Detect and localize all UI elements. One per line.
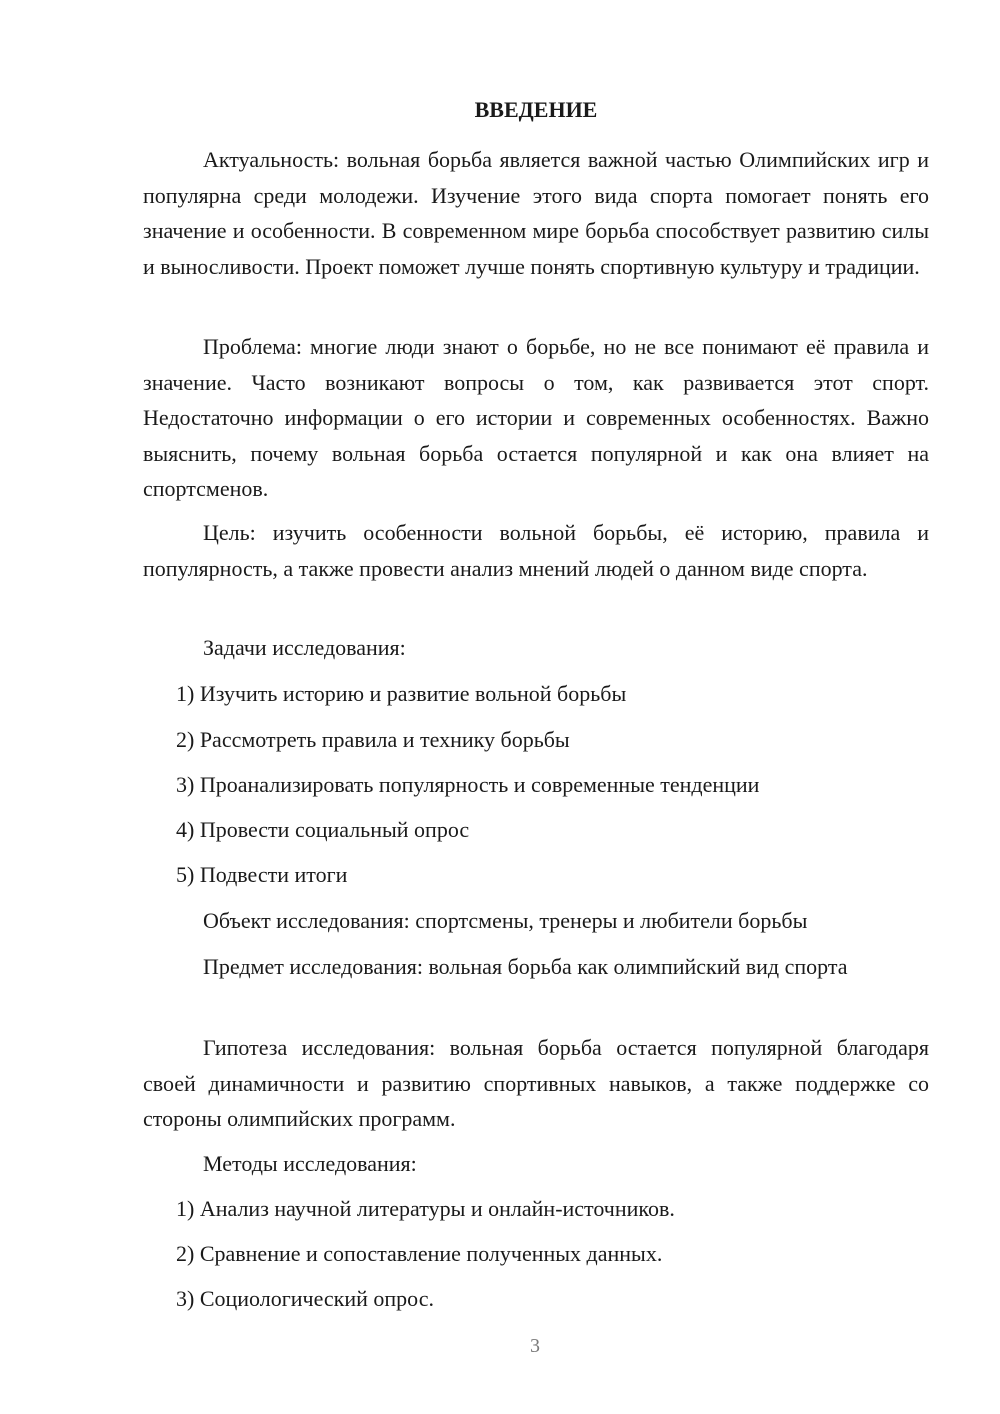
method-item [143,1191,929,1227]
method-item [143,1281,929,1317]
task-item-5: 5) Подвести итоги [176,862,348,887]
relevance-block [143,142,929,284]
subject-paragraph: Предмет исследования: вольная борьба как олимпийский вид спорта [203,954,848,979]
object-block [143,903,929,939]
task-item [143,812,929,848]
method-item [143,1236,929,1272]
method-item-2: 2) Сравнение и сопоставление полученных данных. [176,1241,663,1266]
task-item-3: 3) Проанализировать популярность и современные тенденции [176,772,760,797]
task-item-4: 4) Провести социальный опрос [176,817,470,842]
object-paragraph: Объект исследования: спортсмены, тренеры и любители борьбы [203,908,808,933]
goal-block [143,515,929,586]
problem-block [143,329,929,507]
task-item [143,722,929,758]
task-item [143,767,929,803]
tasks-heading-block [143,630,929,666]
page-number: 3 [530,1335,540,1357]
goal-paragraph: Цель: изучить особенности вольной борьбы, её историю, правила и популярность, а также провести анализ мнений людей о данном виде спорта. [143,520,929,581]
tasks-heading: Задачи исследования: [203,635,406,660]
hypothesis-paragraph: Гипотеза исследования: вольная борьба остается популярной благодаря своей динамичности и развитию спортивных навыков, а также поддержке со стороны олимпийских программ. [143,1035,929,1131]
method-item-1: 1) Анализ научной литературы и онлайн-источников. [176,1196,675,1221]
task-item-2: 2) Рассмотреть правила и технику борьбы [176,727,570,752]
methods-heading: Методы исследования: [203,1151,417,1176]
page-title: ВВЕДЕНИЕ [474,97,598,122]
methods-heading-block [143,1146,929,1182]
task-item [143,857,929,893]
subject-block [143,949,929,985]
hypothesis-block [143,1030,929,1137]
task-item [143,676,929,712]
problem-paragraph: Проблема: многие люди знают о борьбе, но не все понимают её правила и значение. Часто возникают вопросы о том, как развивается этот спорт. Недостаточно информации о его истории и современных особенностях. Важно выяснить, почему вольная борьба остается популярной и как она влияет на спортсменов. [143,334,929,501]
relevance-paragraph: Актуальность: вольная борьба является важной частью Олимпийских игр и популярна среди молодежи. Изучение этого вида спорта помогает понять его значение и особенности. В современном мире борьба способствует развитию силы и выносливости. Проект поможет лучше понять спортивную культуру и традиции. [143,147,929,279]
method-item-3: 3) Социологический опрос. [176,1286,434,1311]
task-item-1: 1) Изучить историю и развитие вольной борьбы [176,681,627,706]
